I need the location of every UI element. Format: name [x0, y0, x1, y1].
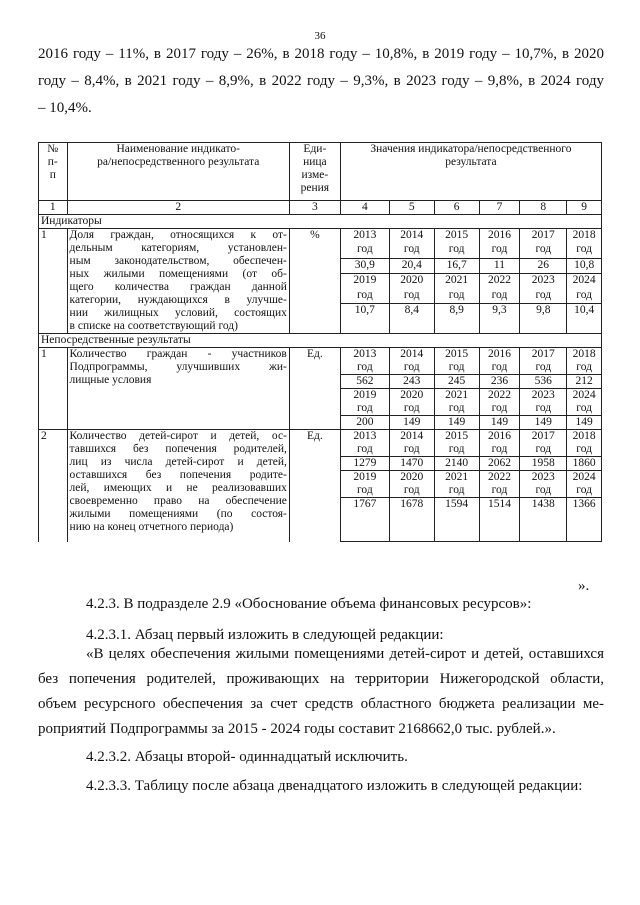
year-cell: 2024 — [567, 471, 602, 485]
section-indicators: Индикаторы — [39, 215, 602, 229]
unit: Ед. — [289, 430, 340, 542]
value-cell: 149 — [567, 416, 602, 430]
year-label: год — [567, 484, 602, 498]
year-cell: 2020 — [389, 389, 434, 403]
col-number: 3 — [289, 201, 340, 215]
value-cell: 149 — [479, 416, 520, 430]
year-label: год — [434, 289, 479, 304]
year-cell: 2019 — [340, 274, 389, 289]
year-cell: 2022 — [479, 389, 520, 403]
year-label: год — [520, 361, 567, 375]
value-cell: 2140 — [434, 457, 479, 471]
year-cell: 2019 — [340, 389, 389, 403]
indicator-name-line: Доля граждан, относящихся к от- — [69, 229, 287, 241]
value-cell: 1678 — [389, 498, 434, 542]
year-cell: 2013 — [340, 229, 389, 244]
col-number: 8 — [520, 201, 567, 215]
year-cell: 2020 — [389, 274, 434, 289]
value-cell: 1594 — [434, 498, 479, 542]
quoted-paragraph — [38, 642, 604, 742]
value-cell: 245 — [434, 375, 479, 389]
result-row-group — [39, 348, 602, 430]
indicator-name-line: своевременно право на обеспечение — [69, 495, 287, 507]
year-cell: 2023 — [520, 471, 567, 485]
value-cell: 30,9 — [340, 258, 389, 273]
indicators-table — [38, 142, 602, 542]
unit: % — [289, 229, 340, 334]
year-label: год — [479, 361, 520, 375]
indicator-name-line: нию на конец отчетного периода) — [69, 521, 234, 533]
value-cell: 10,4 — [567, 304, 602, 334]
value-cell: 10,8 — [567, 258, 602, 273]
year-cell: 2021 — [434, 389, 479, 403]
column-number-row — [39, 201, 602, 215]
value-cell: 10,7 — [340, 304, 389, 334]
section-row — [39, 334, 602, 348]
year-row — [39, 430, 602, 444]
indicator-name-line: ных жилыми помещениями (от об- — [69, 268, 287, 280]
col-number: 1 — [39, 201, 68, 215]
year-label: год — [479, 484, 520, 498]
year-label: год — [340, 402, 389, 416]
value-cell: 243 — [389, 375, 434, 389]
year-cell: 2018 — [567, 430, 602, 444]
value-cell: 1366 — [567, 498, 602, 542]
year-label: год — [340, 289, 389, 304]
header-num-line: п — [49, 169, 56, 181]
indicator-row-group — [39, 229, 602, 334]
year-cell: 2021 — [434, 274, 479, 289]
row-number: 1 — [39, 229, 68, 334]
header-unit-line: Еди- — [303, 143, 327, 155]
indicator-name-line: лей, имеющих и не реализовавших — [69, 482, 287, 494]
indicator-name — [67, 229, 289, 334]
year-cell: 2023 — [520, 389, 567, 403]
indicator-name-line: жилыми помещениями (по состоя- — [69, 508, 287, 520]
value-cell: 1438 — [520, 498, 567, 542]
header-name-line: Наименование индикато- — [116, 143, 240, 155]
row-number: 2 — [39, 430, 68, 542]
year-cell: 2023 — [520, 274, 567, 289]
value-cell: 149 — [434, 416, 479, 430]
year-cell: 2017 — [520, 430, 567, 444]
section-results: Непосредственные результаты — [39, 334, 602, 348]
col-number: 4 — [340, 201, 389, 215]
header-unit-line: ница — [303, 156, 327, 168]
indicator-name-line: лиц из числа детей-сирот и детей, — [69, 456, 287, 468]
page-number: 36 — [314, 30, 326, 42]
year-label: год — [567, 361, 602, 375]
year-label: год — [567, 402, 602, 416]
year-cell: 2014 — [389, 229, 434, 244]
year-label: год — [434, 402, 479, 416]
year-label: год — [389, 243, 434, 258]
value-cell: 149 — [520, 416, 567, 430]
year-label: год — [434, 243, 479, 258]
col-number: 6 — [434, 201, 479, 215]
year-cell: 2015 — [434, 229, 479, 244]
header-num-line: № — [47, 143, 59, 155]
header-num — [39, 143, 68, 201]
value-cell: 200 — [340, 416, 389, 430]
paragraph-4-2-3-3: 4.2.3.3. Таблицу после абзаца двенадцатого изложить в следующей редакции: — [86, 778, 583, 794]
value-cell: 11 — [479, 258, 520, 273]
indicator-name-line: категории, нуждающихся в улучше- — [69, 294, 287, 306]
year-label: год — [520, 243, 567, 258]
value-cell: 8,4 — [389, 304, 434, 334]
col-number: 5 — [389, 201, 434, 215]
value-cell: 1958 — [520, 457, 567, 471]
year-label: год — [479, 402, 520, 416]
intro-line: году – 8,4%, в 2021 году – 8,9%, в 2022 году – 9,3%, в 2023 году – 9,8%, в 2024 году — [38, 73, 604, 89]
indicator-name-line: щего количества граждан данной — [69, 281, 287, 293]
value-cell: 1470 — [389, 457, 434, 471]
year-label: год — [389, 402, 434, 416]
value-cell: 149 — [389, 416, 434, 430]
value-cell: 9,8 — [520, 304, 567, 334]
year-cell: 2017 — [520, 229, 567, 244]
year-cell: 2019 — [340, 471, 389, 485]
year-cell: 2016 — [479, 430, 520, 444]
indicator-name-line: Подпрограммы, улучшивших жи- — [69, 361, 287, 373]
quote-line: «В целях обеспечения жилыми помещениями детей-сирот и детей, оставшихся — [86, 646, 604, 662]
header-values-line: результата — [445, 156, 497, 168]
header-values-line: Значения индикатора/непосредственного — [370, 143, 572, 155]
paragraph-4-2-3-1: 4.2.3.1. Абзац первый изложить в следующей редакции: — [86, 627, 444, 643]
indicator-name-line: дельным категориям, установлен- — [69, 242, 287, 254]
year-label: год — [340, 443, 389, 457]
section-row — [39, 215, 602, 229]
header-values — [340, 143, 601, 201]
year-label: год — [340, 243, 389, 258]
year-cell: 2015 — [434, 430, 479, 444]
header-num-line: п- — [47, 156, 58, 168]
col-number: 2 — [67, 201, 289, 215]
value-cell: 562 — [340, 375, 389, 389]
year-cell: 2024 — [567, 389, 602, 403]
year-label: год — [479, 243, 520, 258]
indicator-name-line: Количество детей-сирот и детей, ос- — [69, 430, 287, 442]
unit: Ед. — [289, 348, 340, 430]
value-cell: 536 — [520, 375, 567, 389]
year-label: год — [434, 484, 479, 498]
indicator-name-line: нии жилищных условий, состоящих — [69, 307, 287, 319]
header-unit-line: изме- — [301, 169, 329, 181]
year-cell: 2016 — [479, 229, 520, 244]
year-row — [39, 348, 602, 362]
indicator-name-line: тавшихся без попечения родителей, — [69, 443, 287, 455]
year-cell: 2014 — [389, 348, 434, 362]
year-row — [39, 229, 602, 244]
year-label: год — [520, 289, 567, 304]
year-label: год — [340, 484, 389, 498]
header-name — [67, 143, 289, 201]
year-cell: 2018 — [567, 348, 602, 362]
year-cell: 2022 — [479, 471, 520, 485]
value-cell: 26 — [520, 258, 567, 273]
indicator-name-line: оставшихся без попечения родите- — [69, 469, 287, 481]
indicator-name — [67, 430, 289, 542]
year-label: год — [434, 443, 479, 457]
table-header-row — [39, 143, 602, 201]
year-label: год — [389, 484, 434, 498]
year-label: год — [567, 443, 602, 457]
value-cell: 16,7 — [434, 258, 479, 273]
value-cell: 9,3 — [479, 304, 520, 334]
year-cell: 2021 — [434, 471, 479, 485]
year-label: год — [340, 361, 389, 375]
closing-quote-mark: ». — [578, 578, 590, 594]
year-cell: 2020 — [389, 471, 434, 485]
header-unit-line: рения — [300, 182, 330, 194]
year-label: год — [389, 443, 434, 457]
year-cell: 2022 — [479, 274, 520, 289]
value-cell: 212 — [567, 375, 602, 389]
value-cell: 236 — [479, 375, 520, 389]
value-cell: 1514 — [479, 498, 520, 542]
col-number: 7 — [479, 201, 520, 215]
quote-line: без попечения родителей, проживающих на территории Нижегородской области, — [38, 671, 604, 687]
year-cell: 2013 — [340, 430, 389, 444]
indicator-name — [67, 348, 289, 430]
paragraph-4-2-3-2: 4.2.3.2. Абзацы второй- одиннадцатый исключить. — [86, 749, 408, 765]
intro-paragraph — [38, 41, 604, 122]
year-cell: 2024 — [567, 274, 602, 289]
value-cell: 20,4 — [389, 258, 434, 273]
year-cell: 2013 — [340, 348, 389, 362]
year-cell: 2018 — [567, 229, 602, 244]
year-label: год — [520, 402, 567, 416]
year-label: год — [520, 443, 567, 457]
year-label: год — [434, 361, 479, 375]
col-number: 9 — [567, 201, 602, 215]
value-cell: 1279 — [340, 457, 389, 471]
year-label: год — [389, 289, 434, 304]
indicator-name-line: Количество граждан - участников — [69, 348, 287, 360]
year-label: год — [389, 361, 434, 375]
result-row-group — [39, 430, 602, 542]
value-cell: 2062 — [479, 457, 520, 471]
year-label: год — [567, 289, 602, 304]
intro-line: 2016 году – 11%, в 2017 году – 26%, в 2018 году – 10,8%, в 2019 году – 10,7%, в 2020 — [38, 46, 604, 62]
header-unit — [289, 143, 340, 201]
indicator-name-line: в списке на соответствующий год) — [69, 320, 238, 332]
value-cell: 1860 — [567, 457, 602, 471]
year-cell: 2017 — [520, 348, 567, 362]
indicator-name-line: ным законодательством, обеспечен- — [69, 255, 287, 267]
quote-line: роприятий Подпрограммы за 2015 - 2024 годы составит 2168662,0 тыс. рублей.». — [38, 721, 556, 737]
year-cell: 2016 — [479, 348, 520, 362]
row-number: 1 — [39, 348, 68, 430]
intro-line: – 10,4%. — [38, 100, 92, 116]
paragraph-4-2-3: 4.2.3. В подразделе 2.9 «Обоснование объема финансовых ресурсов»: — [86, 596, 532, 612]
value-cell: 1767 — [340, 498, 389, 542]
value-cell: 8,9 — [434, 304, 479, 334]
indicator-name-line: лищные условия — [69, 374, 152, 386]
year-label: год — [567, 243, 602, 258]
year-cell: 2014 — [389, 430, 434, 444]
quote-line: объем ресурсного обеспечения за счет средств областного бюджета реализации ме- — [38, 696, 604, 712]
year-label: год — [520, 484, 567, 498]
header-name-line: ра/непосредственного результата — [97, 156, 260, 168]
year-label: год — [479, 289, 520, 304]
year-cell: 2015 — [434, 348, 479, 362]
year-label: год — [479, 443, 520, 457]
